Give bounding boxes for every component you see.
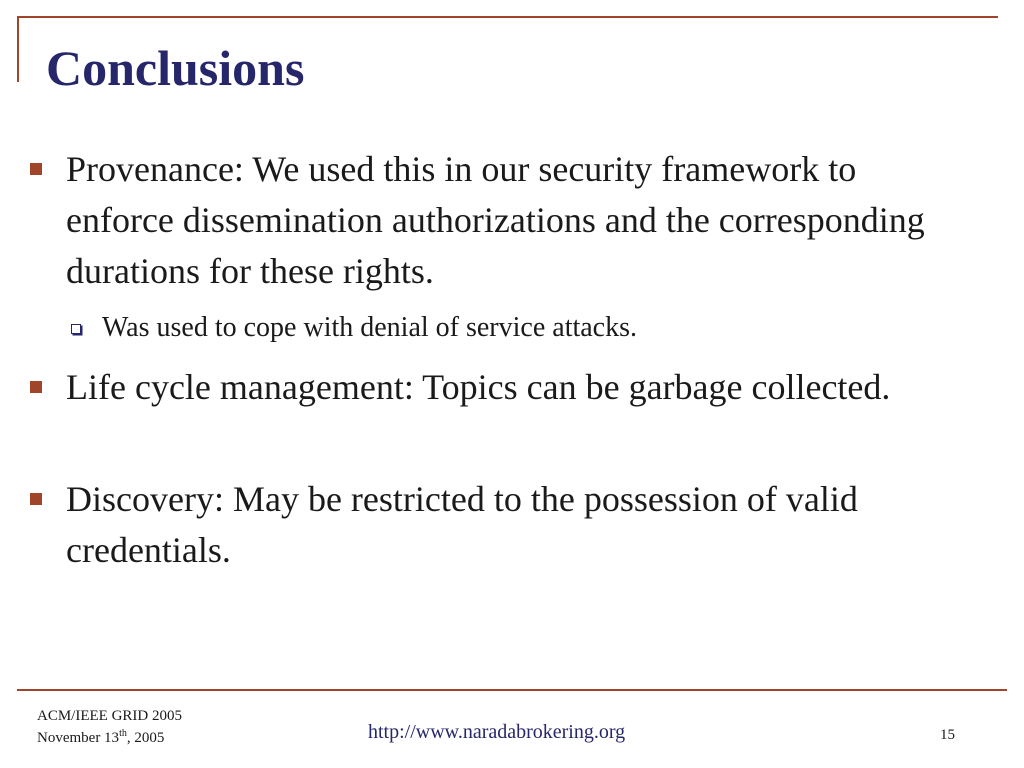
footer-divider-line — [17, 689, 1007, 691]
footer-date-prefix: November 13 — [37, 730, 120, 746]
footer-date-superscript: th — [119, 728, 127, 739]
frame-left-line — [17, 16, 19, 82]
bullet-text: Life cycle management: Topics can be garbage collected. — [66, 367, 891, 407]
footer-date-suffix: , 2005 — [126, 730, 165, 746]
footer-conference: ACM/IEEE GRID 2005 — [37, 708, 182, 724]
footer-url: http://www.naradabrokering.org — [368, 721, 626, 743]
filled-square-bullet-icon — [30, 381, 42, 393]
bullet-provenance — [66, 144, 946, 297]
sub-bullet-denial-of-service — [102, 310, 942, 346]
hollow-square-bullet-icon — [71, 324, 81, 334]
filled-square-bullet-icon — [30, 493, 42, 505]
bullet-life-cycle — [66, 362, 946, 413]
footer-date — [37, 727, 182, 749]
filled-square-bullet-icon — [30, 163, 42, 175]
bullet-text: Discovery: May be restricted to the possession of valid credentials. — [66, 479, 858, 570]
page-number: 15 — [940, 727, 955, 743]
bullet-text: Provenance: We used this in our security framework to enforce dissemination authorizations and the corresponding durations for these rights. — [66, 149, 925, 291]
slide-title: Conclusions — [46, 40, 305, 96]
frame-top-line — [17, 16, 998, 18]
footer-conference-info — [37, 705, 182, 749]
bullet-discovery — [66, 474, 946, 576]
sub-bullet-text: Was used to cope with denial of service attacks. — [102, 312, 638, 343]
